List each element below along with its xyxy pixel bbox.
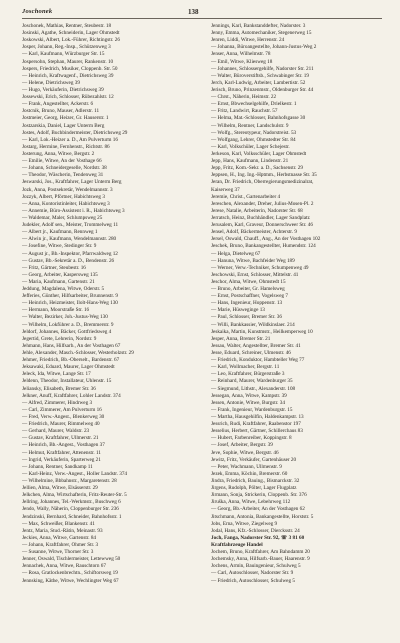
directory-entry: Jellring, Johannes, Tel.-Werkmstr., Buschweg 6 <box>22 499 121 506</box>
directory-entry: Jerratsch, Heinz, Buchhändler, Lager Sandplatz <box>211 214 310 221</box>
directory-entry: Jobs, Erna, Witwe, Ziegelweg 9 <box>211 520 278 527</box>
directory-entry: Jegertid, Grete, Lehrerin, Nordstr. 9 <box>22 335 97 342</box>
directory-entry: — Theodor, Wäscherin, Tendenweg 31 <box>22 172 104 179</box>
directory-entry: — Chrst., Näherin, Heimstr. 22 <box>211 94 277 101</box>
directory-entry: — Friedrich, Konduktor, Hambteller Weg 77 <box>211 357 305 364</box>
directory-entry: Jeschek, Bruno, Bankangestellter, Humendstr. 124 <box>211 243 316 250</box>
directory-entry: — Emil, Witwe, Kliesweg 18 <box>211 58 273 65</box>
directory-entry: Jezek, Emma, Köchin, Bremerstr. 60 <box>211 470 288 477</box>
directory-entry: — Rosa, Gratlockenbrechtn., Schiftorsweg 19 <box>22 570 118 577</box>
directory-entry: — Gerhard, Maurer, Waldstr. 23 <box>22 428 90 435</box>
directory-entry: Jindra, Friedrich, Bauing., Bismarckstr. 32 <box>211 478 300 484</box>
directory-entry: — Leo, Kraftfahrer, Bürgerstraße 3 <box>211 371 285 378</box>
directory-entry: Jessegan, Anna, Witwe, Kampstr. 39 <box>211 392 287 399</box>
directory-entry: — Annemie, Büro-Assistent i. R., Habichtsweg 3 <box>22 207 125 214</box>
directory-entry: — Susanne, Witwe, Thorner Str. 3 <box>22 549 94 556</box>
directory-entry: Jirmann, Sonja, Strickerin, Cloppenb. Str. 376 <box>211 492 307 499</box>
directory-entry: — Johann, Schneidergeselle, Nordstr. 38 <box>22 165 107 172</box>
directory-entry: — August jr., Bb.-Inspektor, Pfarrwaldweg 12 <box>22 250 118 257</box>
directory-entry: Jewitz, Fritz, Verkäufer, Gartenhäuser 20 <box>211 456 297 463</box>
directory-entry: Jirgens, Rudolph, Pölter, Lager Flugplatz <box>211 485 297 492</box>
directory-entry: — Siegmund, Lithstr., Alexanderstr. 108 <box>211 385 296 392</box>
directory-entry: Jeve, Sophie, Witwe, Bergstr. 46 <box>211 449 279 456</box>
directory-entry: — Bruno, Arbeiter, Gr. Hamelsweg <box>211 286 285 293</box>
directory-entry: Jereschen, Alexander, Dreher, Julius-Mosen-Pl. 2 <box>211 200 314 207</box>
directory-entry: — Karl, Kaufmann, Würzburger Str. 15 <box>22 51 105 58</box>
directory-entry: — Hermann, Moorstraße Str. 16 <box>22 307 90 314</box>
directory-entry: — Anna, Kontoristinleiter, Habichtsweg 3 <box>22 200 110 207</box>
directory-entry: Jesper, Anna, Bremer Str. 21 <box>211 335 271 342</box>
directory-entry: — Gustav, Bb.-Sekretär a. D., Bendenstr. 26 <box>22 257 115 264</box>
directory-entry: — Georg, Arbeiter, Kaspersweg 135 <box>22 271 98 278</box>
directory-entry: — Karl-Heinz, Verw.-Angest., Holler Landstr. 374 <box>22 470 128 477</box>
directory-entry: — Karl, Wollmacher, Bergstr. 11 <box>211 364 280 371</box>
directory-entry: — Peter, Wachmann, Ullmenstr. 9 <box>211 463 282 470</box>
directory-entry: — Frank, Angestellter, Ackerstr. 6 <box>22 101 94 108</box>
directory-entry: Jenny, Emma, Automechaniker, Stegenerweg 15 <box>211 30 312 37</box>
directory-entry: Jiruška, Anna, Witwe, Lebehrweg 112 <box>211 499 291 506</box>
directory-entry: — Gustav, Kraftfahrer, Ullmerstr. 21 <box>22 435 99 442</box>
directory-entry: Jerisch, Bruno, Prinzenmstr., Oldenburger Str. 44 <box>211 86 314 93</box>
directory-entry: Jerch, Karl-Ludwig, Arbeiter, Lambertistr. 52 <box>211 79 306 86</box>
page-header <box>0 0 400 22</box>
directory-entry: Jellien, Alma, Witwe, Elsässerstr. 29 <box>22 485 98 492</box>
directory-entry: — Helene, Dietrichsweg 39 <box>22 79 80 86</box>
directory-entry: — Reinhard, Maurer, Wardenburger 35 <box>211 378 293 385</box>
directory-entry: — Hugo, Verkäuferin, Dietrichsweg 39 <box>22 86 104 93</box>
directory-entry: — Max, Schweißer, Blankenstr. 41 <box>22 520 95 527</box>
directory-entry: — Walter, Büroverstiftsb., Schwabinger Str. 19 <box>211 72 309 79</box>
directory-entry: — Alfred, Zimmerer, Hindrweg 3 <box>22 399 93 406</box>
directory-entry: — Walter, Bezirker, Joh.-Justus-Weg 130 <box>22 314 108 321</box>
directory-entry: Jefferies, Günther, Hilfsarbeiter, Brunnenstr. 9 <box>22 293 119 300</box>
directory-entry: Jeran, Dr. Friedrich, Oberregierungsmedizinalrat, <box>211 179 314 186</box>
directory-entry: — Carl, Autoschlosser, Nadorster Str. 9 <box>211 570 294 577</box>
directory-entry: Jostes, Adolf, Buchbindermeister, Dietrichsweg 29 <box>22 129 128 136</box>
directory-entry: Joschonek, Mathias, Rentner, Steubestr. 18 <box>22 23 112 29</box>
header-rule <box>22 18 382 19</box>
directory-entry: Jepp, Hans, Kaufmann, Lindenstr. 21 <box>211 158 289 165</box>
directory-entry: — Josef, Arbeiter, Bergstr. 39 <box>211 442 273 449</box>
directory-entry: — Hubert, Farbenreiber, Koppingstr. 8 <box>211 435 292 442</box>
directory-entry: Jeldenn, Theodor, Installateur, Uhlenstr. 15 <box>22 378 112 385</box>
page-number: 138 <box>188 8 199 16</box>
directory-entry: — Friedrich, Autoschlosser, Schulweg 5 <box>211 577 295 584</box>
directory-entry: — Johanna, Büroangestellte, Johann-Justus-Weg 2 <box>211 44 317 51</box>
directory-entry: — Fritz, Gärtner, Steubestr. 16 <box>22 264 86 271</box>
directory-entry: — Wolfg., Stereotypeur, Nadorstreist. 53 <box>211 129 297 136</box>
directory-entry: Jochemsky, Anna, Hilfsarb.-Bauer, Haarenstr. 9 <box>211 556 310 563</box>
directory-entry: Jenner, Oswald, Tischlermeister, Lettewweg 50 <box>22 556 121 563</box>
directory-entry: Jersel, Oswald, Chauff., Ang., An der Vosthagen 102 <box>211 236 321 243</box>
directory-entry: — Marie, Hüsweginge 13 <box>211 307 265 314</box>
directory-entry: Jostmeier, Georg, Heizer, Gr. Hauserstr. 1 <box>22 115 109 122</box>
directory-entry: — Albert jr., Kaufmann, Rennweg 1 <box>22 229 98 236</box>
directory-entry: — Helma, Mat.-Schlosser, Bahnhofsgasse 30 <box>211 115 306 122</box>
directory-entry: — Johann, Kraftfahrer, Ohmer Str. 3 <box>22 541 99 548</box>
directory-entry: Jenren, Liddi, Witwe, Herrenstr. 24 <box>211 37 285 44</box>
directory-entry: — Fred, Verw.-Angest., Blenkerweg 30 <box>22 414 105 421</box>
directory-entry: — Paul, Schlosser, Bremer Str. 36 <box>211 314 282 321</box>
directory-entry: Jossewski, Erich, Schlosser, Rübezahlstr. 12 <box>22 94 114 101</box>
directory-entry: Jeleck, Ida, Witwe, Lange Str. 17 <box>22 371 91 378</box>
directory-entry: Joch, Fanga, Nadorster Str. 92, ☏ 3 81 60 <box>211 534 305 541</box>
directory-entry: Jeswarski, Jos., Kraftfahrer, Lager Unterm Berg <box>22 179 122 186</box>
directory-entry: Jepp, Fritz, Kom.-Sekr. a. D., Sachsenstr. 29 <box>211 165 303 172</box>
directory-entry: Jerusalem, Karl, Graveur, Donnerschweer Str. 46 <box>211 222 313 229</box>
directory-entry: Jochem, Bruno, Kraftfahrer, Am Bahndamm 20 <box>211 549 310 556</box>
directory-entry: Jelkchen, Alma, Wirtschafterin, Fritz-Reuter-Str. 5 <box>22 492 127 499</box>
right-column <box>211 23 385 635</box>
directory-entry: — Ernst, Bbwechselgehilfe, Drielkestr. 1 <box>211 101 297 108</box>
directory-entry: Jentz, Maria, Stud.-Rätin, Meinastr. 93 <box>22 527 103 534</box>
directory-entry: Judekler, Adolf sen., Meister, Trommelweg 11 <box>22 222 119 229</box>
directory-entry: Jehle, Alexander, Masch.-Schlosser, Westerholzstr. 29 <box>22 350 134 357</box>
directory-entry: — Helmut, Kraftfahrer, Attenenstr. 11 <box>22 449 101 456</box>
directory-entry: — Wilhelmine, Bbbahnstr., Margaretenstr. 28 <box>22 478 117 484</box>
directory-entry: Jitschmann, Antonia, Bankangestellte, Horststr. 5 <box>211 513 314 520</box>
directory-entry: — Ernst, Postschaffner, Vogelsweg 7 <box>211 293 289 300</box>
directory-entry: Jeremie, Christ., Gartenarbeiter 4 <box>211 193 281 200</box>
directory-entry: Jostarg, Hermine, Fernhenstr., Richtstr. 86 <box>22 143 110 150</box>
directory-entry: — Werner, Verw.-Techniker, Schumpenweg 49 <box>211 264 309 271</box>
directory-entry: Jeskaika, Martin, Kunstmstr., Heilkemperweg 10 <box>211 328 313 335</box>
directory-entry: — Wilhelm, Lokführer a. D., Bremmerstr. 9 <box>22 321 114 328</box>
directory-entry: Jenser, Anna, Wilhelmstr. 78 <box>211 51 271 58</box>
directory-entry: Jendo, Wally, Näherin, Cloppenburger Str. 236 <box>22 506 119 513</box>
directory-entry: Jehmer, Friedrich, Bb.-Oberselt., Bardenstr. 67 <box>22 357 120 364</box>
directory-entry: — Friedrich, Maurer, Rimmelweg 40 <box>22 421 100 428</box>
directory-entry: Jeksawaki, Eduard, Maurer, Lager Ohmstedt <box>22 364 115 371</box>
directory-entry: Jelkner, Anuff, Kraftfahrer, Lohler Landstr. 374 <box>22 392 121 399</box>
directory-entry: — Frank, Ingenieur, Wardenburgstr. 15 <box>211 406 293 413</box>
directory-entry: Jeliansky, Elisabeth, Bremer Str. 36 <box>22 385 96 392</box>
directory-entry: Jeddung, Magdalena, Witwe, Oderstr. 5 <box>22 286 105 293</box>
directory-entry: Jendzinski, Bernhard, Schneider, Bahnhofsstr. 1 <box>22 513 122 520</box>
directory-entry: Jessen, Antonie, Witwe, Burgstr. 34 <box>211 399 285 406</box>
directory-entry: Jeppsen, H., Ing. Ing.-Hptmm., Herbstnasse Str. 35 <box>211 172 317 179</box>
directory-entry: Jeschowski, Ernst, Schlosser, Mittelstr. 41 <box>211 271 299 278</box>
directory-entry: Jennsking, Käthe, Witwe, Wechlingter Weg 67 <box>22 577 119 584</box>
directory-entry: — Emilie, Witwe, An der Vosthage 66 <box>22 158 102 165</box>
directory-entry: Jospersohn, Stephan, Maurer, Rankenstr. 10 <box>22 58 114 65</box>
directory-entry: — Helga, Dietelweg 67 <box>211 250 261 257</box>
directory-entry: — Wilhelm, Rentner, Landschulstr. 9 <box>211 122 289 129</box>
directory-entry: Jerkeson, Karl, Volksschüler, Lager Ohmstedt <box>211 150 307 157</box>
directory-entry: — Alwin jr., Kaufmann, Wendelmannstr. 280 <box>22 236 117 243</box>
directory-entry: Kaiserweg 37 <box>211 186 240 193</box>
directory-entry: — Johann, Rentner, Sandkamp 11 <box>22 463 93 470</box>
directory-entry: — Josefine, Witwe, Stedinger Str. 9 <box>22 243 97 250</box>
directory-entry: Jozk, Anna, Postsekretär, Wendelmannstr. 3 <box>22 186 113 193</box>
directory-entry: Jospers, Friedrich, Musiker, Cloppenb. Str. 50 <box>22 65 118 72</box>
directory-entry: — Heinrich, Bb.-Angest., Vosthagen 37 <box>22 442 105 449</box>
running-head: Joschonek <box>22 8 53 15</box>
directory-entry: Jessau, Walter, Angestellter, Bremer Str. 41 <box>211 342 301 349</box>
directory-entry: — Willi, Bankkassier, Wildkinslaer. 214 <box>211 321 295 328</box>
directory-entry: Jessrich, Rudi, Kraftfahrer, Raabenstor 197 <box>211 421 301 428</box>
directory-entry: Jeldorf, Johannes, Bäcker, Gottfriedsweg 4 <box>22 328 112 335</box>
directory-entry: Jozzyk, Albert, Pförtner, Habichtsweg 3 <box>22 193 105 200</box>
directory-entry: Jeschor, Alma, Witwe, Ohmstedt 15 <box>211 278 286 285</box>
directory-entry: Jodal, Hans, Kfz.-Schlosser, Diercksstr. 24 <box>211 527 300 534</box>
directory-entry: Jehmann, Hans, Hilfsarb., An der Vosthagen 67 <box>22 342 121 349</box>
directory-entry: — Hanuna, Witwe, Bachfeider Weg 189 <box>211 257 295 264</box>
directory-entry: Jesselius, Herbert, Gärtner, Schillerchaus 83 <box>211 428 303 435</box>
directory-entry: Joskowski, Albert, Lok.-Führer, Richtingstr. 26 <box>22 37 120 44</box>
directory-entry: Jennings, Karl, Bankstanddefter, Nadorster. 3 <box>211 23 306 29</box>
directory-entry: Josper, Johann, Reg.-Insp., Schützenweg 3 <box>22 44 111 51</box>
directory-entry: Jensel, Adolf, Bäckermeister, Achterstr. 9 <box>211 229 297 236</box>
left-column <box>22 23 196 635</box>
directory-entry: Jochens, Armin, Bauingenieur, Schulweg 5 <box>211 563 301 570</box>
directory-entry: — Fritz, Landwirt, Rauchstr. 57 <box>211 108 278 115</box>
directory-entry: Kraftfahrzeuge Handel <box>211 541 263 548</box>
directory-entry: — Maria, Kaufmann, Gartenstr. 21 <box>22 278 95 285</box>
directory-entry: — Ingrid, Verkäuferin, Sparterweg 21 <box>22 456 101 463</box>
directory-entry: — Johannes, Schlossergehilfe, Nadorster Str. 211 <box>211 65 314 72</box>
directory-entry: Jennachek, Anna, Witwe, Rauschtorn 67 <box>22 563 106 570</box>
directory-entry: — Karl, Lok.-Heizer a. D., Am Pulverturm 16 <box>22 136 118 143</box>
directory-entry: — Georg, Bb.-Arbeiter, An der Vosthagen 62 <box>211 506 305 513</box>
directory-entry: Josinski, Agathe, Schneiderin, Lager Ohmstedt <box>22 30 120 37</box>
directory-entry: — Wolfgang, Lehrer, Ohmstedter Str. 84 <box>211 136 296 143</box>
directory-entry: Jostzarskia, Daniel, Lager Unterm Berg <box>22 122 105 129</box>
directory-entry: — Karl, Volkschüler, Lager Schejestr. <box>211 143 290 150</box>
directory-entry: Josterung, Anna, Witwe, Bergstr. 2 <box>22 150 95 157</box>
directory-entry: Jerese, Natalie, Arbeiterin, Nadorster Str. 68 <box>211 207 303 214</box>
directory-entry: Jeckies, Anna, Witwe, Gartenstr. 84 <box>22 534 97 541</box>
directory-entry: — Martha, Hausgehilfin, Haldenkampstr. 13 <box>211 414 304 421</box>
directory-entry: Jostcnik, Bruno, Mauser, Adlerstr. 11 <box>22 108 100 115</box>
directory-entry: — Carl, Zimmerer, Am Pulverturm 16 <box>22 406 102 413</box>
directory-entry: — Heinrich, Kraftwagenf., Dietrichsweg 39 <box>22 72 114 79</box>
directory-entry: Jesse, Eduard, Schreiner, Ulmenstr. 46 <box>211 350 291 357</box>
directory-entry: — Hans, Ingenieur, Hoppenstr. 13 <box>211 300 283 307</box>
directory-entry: — Waldemar, Maler, Schlumpsweg 25 <box>22 214 103 221</box>
directory-entry: — Heinrich, Heizmeister, Ilolt-Hans-Weg 130 <box>22 300 118 307</box>
